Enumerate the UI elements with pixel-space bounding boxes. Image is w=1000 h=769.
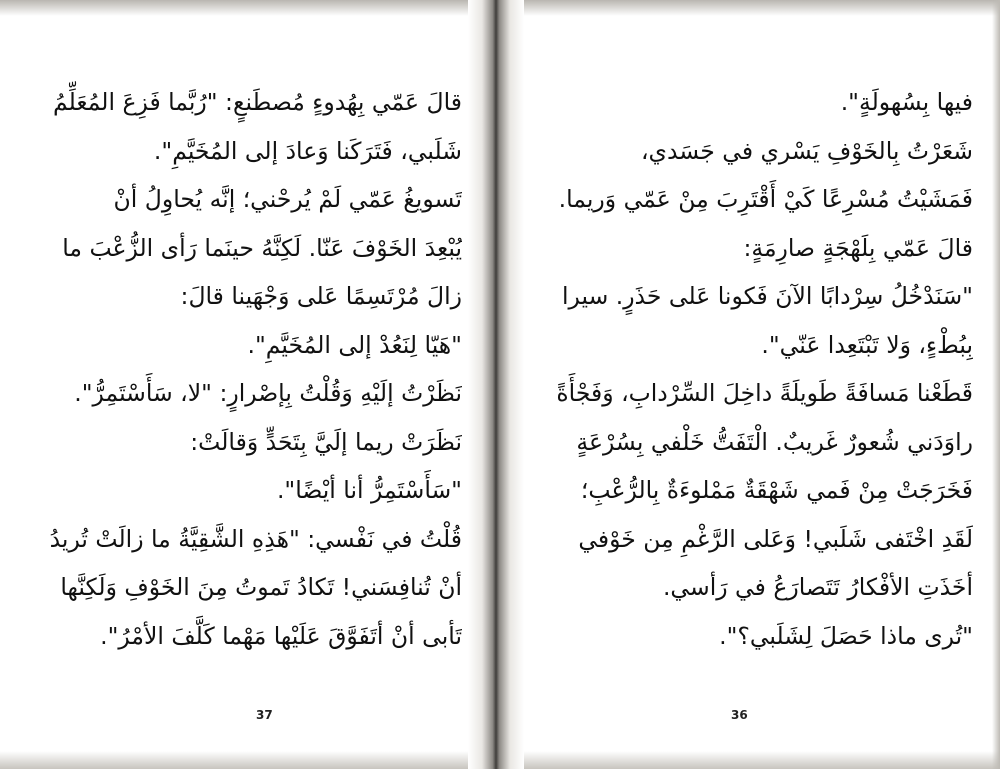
- text-line: شَعَرْتُ بِالخَوْفِ يَسْري في جَسَدي،: [640, 136, 973, 165]
- text-line: "تُرى ماذا حَصَلَ لِشَلَبي؟".: [719, 621, 973, 650]
- text-line: أخَذَتِ الأفْكارُ تَتَصارَعُ في رَأسي.: [662, 573, 973, 601]
- text-line: فيها بِسُهولَةٍ".: [840, 88, 973, 116]
- text-line: شَلَبي، فَتَرَكَنا وَعادَ إلى المُخَيَّمِ".: [153, 136, 462, 165]
- text-line: قَطَعْنا مَسافَةً طَويلَةً داخِلَ السِّرْدابِ، وَفَجْأَةً: [556, 379, 973, 407]
- text-line: "سَنَدْخُلُ سِرْدابًا الآنَ فَكونا عَلى حَذَرٍ. سيرا: [561, 282, 973, 310]
- text-line: قُلْتُ في نَفْسي: "هَذِهِ الشَّقِيَّةُ ما زالَتْ تُريدُ: [49, 524, 462, 553]
- text-line: نَظَرَتْ ريما إلَيَّ بِتَحَدٍّ وَقالَتْ:: [190, 427, 462, 456]
- text-line: "هَيّا لِنَعُدْ إلى المُخَيَّمِ".: [247, 330, 462, 359]
- page-number-right: 36: [731, 708, 748, 722]
- book-spine-gutter: [468, 0, 524, 769]
- text-line: فَخَرَجَتْ مِنْ فَمي شَهْقَةٌ مَمْلوءَةٌ بِالرُّعْبِ؛: [580, 476, 973, 504]
- text-line: قالَ عَمّي بِهُدوءٍ مُصطَنعٍ: "رُبَّما فَزِعَ المُعَلِّمُ: [52, 88, 462, 116]
- text-line: تَأبى أنْ أتَفَوَّقَ عَلَيْها مَهْما كَلَّفَ الأمْرُ".: [100, 621, 462, 650]
- left-page-text: [30, 78, 462, 660]
- right-page: [508, 0, 1000, 769]
- page-number-left: 37: [256, 708, 273, 722]
- text-line: أنْ تُنافِسَني! تَكادُ تَموتُ مِنَ الخَوْفِ وَلَكِنَّها: [60, 573, 462, 601]
- text-line: فَمَشَيْتُ مُسْرِعًا كَيْ أَقْتَرِبَ مِنْ عَمّي وَريما.: [558, 185, 973, 213]
- text-line: تَسويغُ عَمّي لَمْ يُرحْني؛ إنَّه يُحاوِلُ أنْ: [113, 185, 462, 213]
- text-line: نَظَرْتُ إلَيْهِ وَقُلْتُ بِإصْرارٍ: "لا، سَأَسْتَمِرُّ".: [74, 379, 462, 407]
- text-line: "سَأَسْتَمِرُّ أنا أيْضًا".: [276, 476, 462, 504]
- text-line: قالَ عَمّي بِلَهْجَةٍ صارِمَةٍ:: [743, 233, 973, 262]
- text-line: يُبْعِدَ الخَوْفَ عَنّا. لَكِنَّهُ حينَما رَأى الزُّعْبَ ما: [62, 233, 462, 262]
- right-page-text: [548, 78, 973, 660]
- text-line: لَقَدِ اخْتَفى شَلَبي! وَعَلى الرَّغْمِ مِن خَوْفي: [578, 524, 973, 553]
- text-line: زالَ مُرْتَسِمًا عَلى وَجْهَينا قالَ:: [180, 282, 462, 310]
- text-line: راوَدَني شُعورٌ غَريبٌ. الْتَفَتُّ خَلْفي بِسُرْعَةٍ: [576, 427, 973, 456]
- text-line: بِبُطْءٍ، وَلا تَبْتَعِدا عَنّي".: [761, 330, 973, 359]
- left-page: [0, 0, 492, 769]
